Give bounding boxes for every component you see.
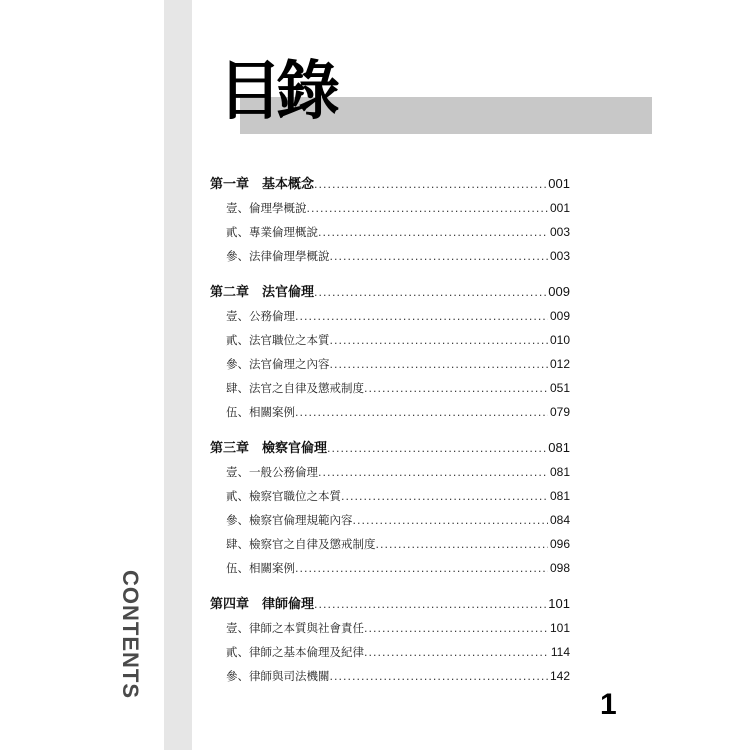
item-page: 114 — [550, 645, 570, 659]
dot-leader — [330, 245, 548, 268]
dot-leader — [353, 509, 548, 532]
toc-item[interactable] — [210, 376, 570, 400]
item-page: 051 — [549, 381, 570, 395]
toc-chapter[interactable] — [210, 280, 570, 304]
item-page: 001 — [549, 201, 570, 215]
dot-leader — [330, 665, 548, 688]
item-page: 079 — [549, 405, 570, 419]
section-gap — [210, 424, 570, 436]
toc-item[interactable] — [210, 640, 570, 664]
table-of-contents — [210, 172, 570, 688]
chapter-page: 001 — [548, 176, 570, 191]
dot-leader — [376, 533, 548, 556]
dot-leader — [295, 557, 548, 580]
toc-item[interactable] — [210, 460, 570, 484]
item-title: 參、律師與司法機關 — [226, 669, 330, 683]
item-title: 肆、法官之自律及懲戒制度 — [226, 381, 364, 395]
dot-leader — [314, 281, 546, 304]
toc-item[interactable] — [210, 352, 570, 376]
chapter-page: 101 — [548, 596, 570, 611]
dot-leader — [330, 329, 548, 352]
toc-item[interactable] — [210, 400, 570, 424]
item-title: 貳、專業倫理概說 — [226, 225, 318, 239]
toc-item[interactable] — [210, 328, 570, 352]
item-title: 貳、律師之基本倫理及紀律 — [226, 645, 364, 659]
item-title: 參、檢察官倫理規範內容 — [226, 513, 353, 527]
toc-item[interactable] — [210, 304, 570, 328]
dot-leader — [295, 305, 548, 328]
item-page: 009 — [549, 309, 570, 323]
dot-leader — [364, 377, 548, 400]
toc-item[interactable] — [210, 484, 570, 508]
item-page: 081 — [549, 489, 570, 503]
item-title: 貳、檢察官職位之本質 — [226, 489, 341, 503]
toc-item[interactable] — [210, 532, 570, 556]
item-page: 003 — [549, 249, 570, 263]
dot-leader — [314, 173, 546, 196]
toc-chapter[interactable] — [210, 436, 570, 460]
dot-leader — [364, 641, 549, 664]
dot-leader — [327, 437, 546, 460]
side-label-text: CONTENTS — [118, 570, 143, 699]
item-page: 096 — [549, 537, 570, 551]
item-title: 壹、一般公務倫理 — [226, 465, 318, 479]
dot-leader — [318, 461, 548, 484]
item-title: 肆、檢察官之自律及懲戒制度 — [226, 537, 376, 551]
dot-leader — [307, 197, 548, 220]
item-page: 142 — [549, 669, 570, 683]
section-gap — [210, 580, 570, 592]
toc-item[interactable] — [210, 244, 570, 268]
dot-leader — [330, 353, 548, 376]
toc-item[interactable] — [210, 220, 570, 244]
item-title: 伍、相關案例 — [226, 405, 295, 419]
chapter-page: 081 — [548, 440, 570, 455]
side-strip — [164, 0, 192, 750]
item-page: 012 — [549, 357, 570, 371]
chapter-title: 第三章 檢察官倫理 — [210, 441, 328, 456]
toc-chapter[interactable] — [210, 592, 570, 616]
item-title: 伍、相關案例 — [226, 561, 295, 575]
dot-leader — [364, 617, 548, 640]
item-page: 098 — [549, 561, 570, 575]
page-number: 1 — [600, 688, 617, 721]
dot-leader — [341, 485, 548, 508]
toc-chapter[interactable] — [210, 172, 570, 196]
item-page: 101 — [549, 621, 570, 635]
toc-item[interactable] — [210, 664, 570, 688]
chapter-title: 第二章 法官倫理 — [210, 285, 315, 300]
item-title: 壹、律師之本質與社會責任 — [226, 621, 364, 635]
chapter-page: 009 — [548, 284, 570, 299]
item-title: 壹、公務倫理 — [226, 309, 295, 323]
chapter-title: 第一章 基本概念 — [210, 177, 315, 192]
item-title: 參、法律倫理學概說 — [226, 249, 330, 263]
item-title: 貳、法官職位之本質 — [226, 333, 330, 347]
item-title: 參、法官倫理之內容 — [226, 357, 330, 371]
page-title: 目錄 — [218, 54, 334, 129]
item-page: 010 — [549, 333, 570, 347]
dot-leader — [318, 221, 548, 244]
section-gap — [210, 268, 570, 280]
toc-item[interactable] — [210, 508, 570, 532]
toc-item[interactable] — [210, 556, 570, 580]
chapter-title: 第四章 律師倫理 — [210, 597, 315, 612]
item-title: 壹、倫理學概說 — [226, 201, 307, 215]
item-page: 084 — [549, 513, 570, 527]
toc-item[interactable] — [210, 196, 570, 220]
dot-leader — [295, 401, 548, 424]
item-page: 003 — [549, 225, 570, 239]
toc-item[interactable] — [210, 616, 570, 640]
item-page: 081 — [549, 465, 570, 479]
dot-leader — [314, 593, 546, 616]
